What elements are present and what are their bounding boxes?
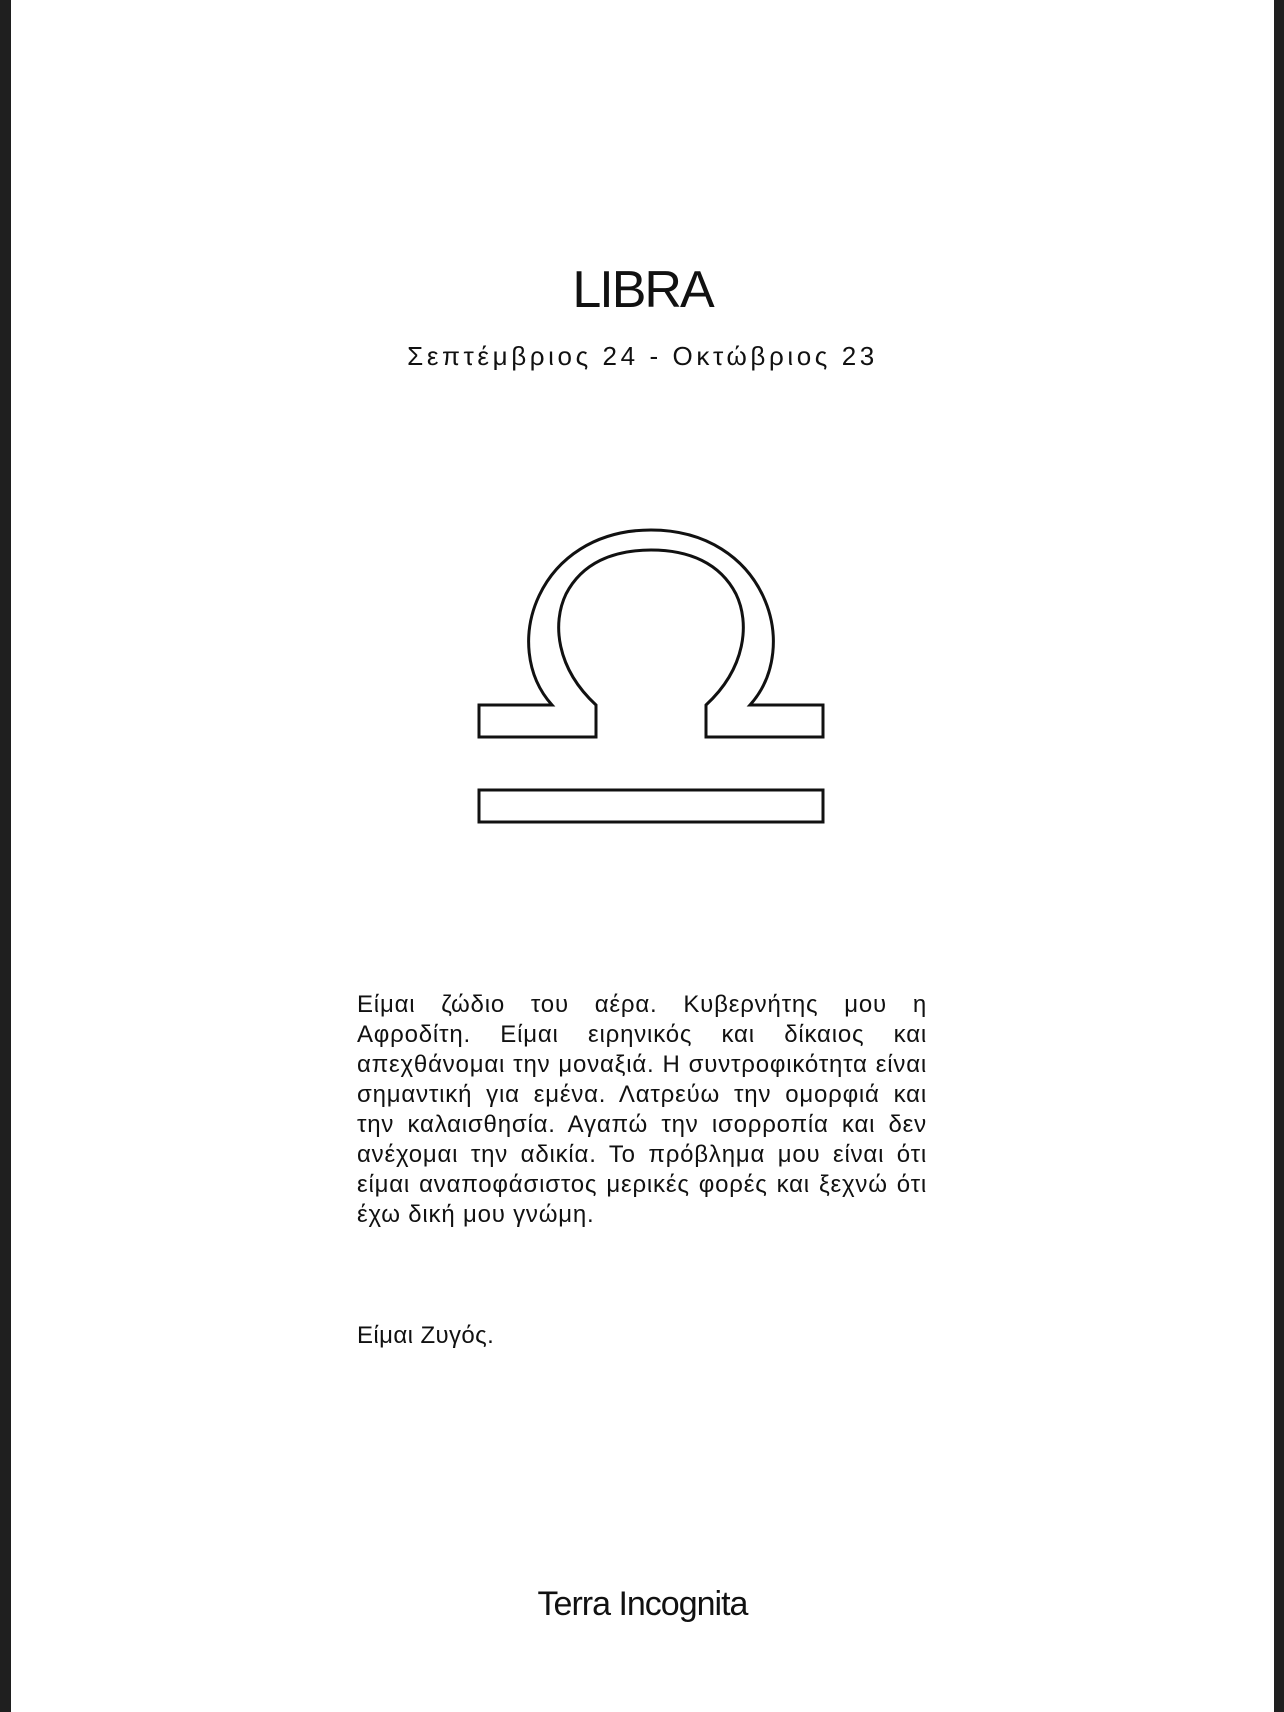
document-page bbox=[11, 0, 1274, 1712]
date-range: Σεπτέμβριος 24 - Οκτώβριος 23 bbox=[407, 341, 878, 371]
libra-upper-outline bbox=[479, 530, 823, 737]
sign-description: Είμαι ζώδιο του αέρα. Κυβερνήτης μου η Αφροδίτη. Είμαι ειρηνικός και δίκαιος και απεχθάνομαι την μοναξιά. Η συντροφικότητα είναι σημαντική για εμένα. Λατρεύω την ομορφιά και την καλαισθησία. Αγαπώ την ισορροπία και δεν ανέχομαι την αδικία. Το πρόβλημα μου είναι ότι είμαι αναποφάσιστος μερικές φορές και ξεχνώ ότι έχω δική μου γνώμη. bbox=[357, 991, 927, 1228]
brand-name: Terra Incognita bbox=[537, 1585, 748, 1623]
libra-icon bbox=[466, 520, 826, 830]
closing-line: Είμαι Ζυγός. bbox=[357, 1322, 495, 1349]
page-title: LIBRA bbox=[572, 261, 713, 319]
libra-lower-bar bbox=[479, 790, 823, 822]
